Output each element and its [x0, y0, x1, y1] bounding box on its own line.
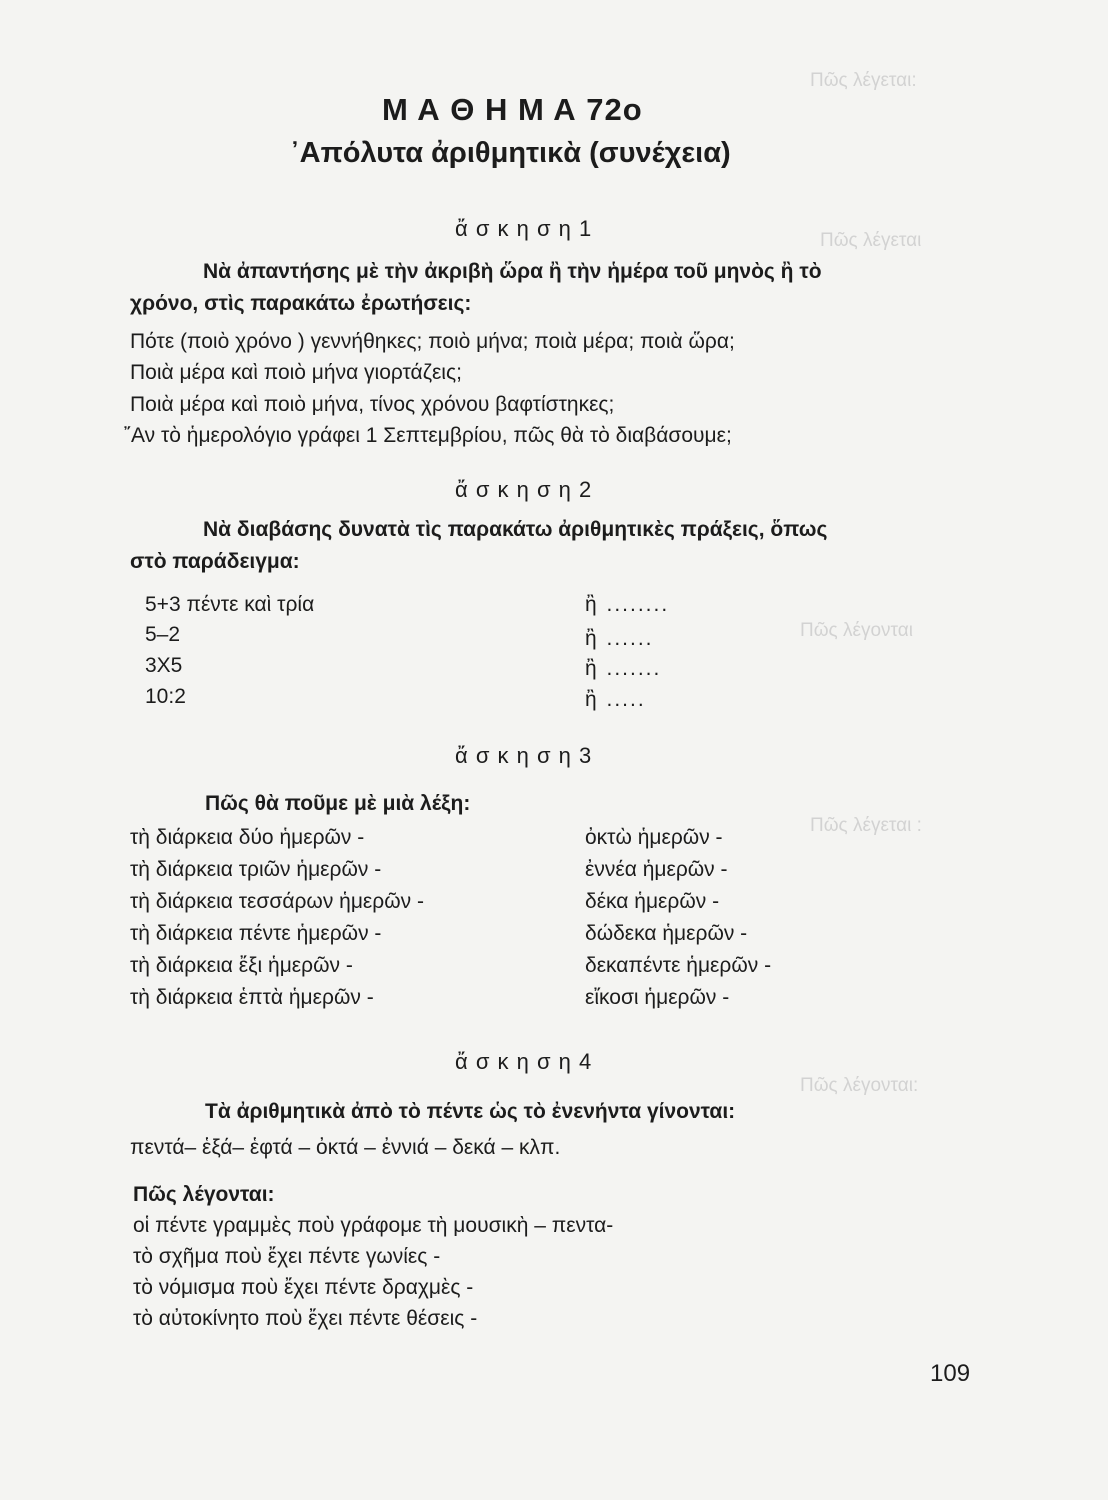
- exercise-3-heading: ἄ σ κ η σ η 3: [455, 743, 593, 768]
- bleed-through-decoration: Πῶς λέγεται :: [810, 815, 922, 836]
- lesson-title: Μ Α Θ Η Μ Α 72ο: [382, 92, 643, 127]
- exercise-2-expression: 5+3 πέντε καὶ τρία: [145, 593, 315, 616]
- exercise-3-left-item: τὴ διάρκεια τριῶν ἡμερῶν -: [130, 858, 382, 881]
- exercise-3-right-item: εἴκοσι ἡμερῶν -: [585, 986, 730, 1009]
- exercise-3-right-item: δέκα ἡμερῶν -: [585, 890, 720, 913]
- page-number: 109: [930, 1360, 971, 1387]
- exercise-2-answer-blank: ἢ ......: [585, 627, 654, 650]
- exercise-2-expression: 5–2: [145, 623, 181, 646]
- bleed-through-decoration: Πῶς λέγεται:: [810, 70, 917, 91]
- exercise-4-item: τὸ αὐτοκίνητο ποὺ ἔχει πέντε θέσεις -: [133, 1307, 478, 1330]
- exercise-3-left-item: τὴ διάρκεια τεσσάρων ἡμερῶν -: [130, 890, 424, 913]
- exercise-4-item: οἱ πέντε γραμμὲς ποὺ γράφομε τὴ μουσικὴ – πεντα-: [133, 1214, 614, 1237]
- exercise-3-right-item: δώδεκα ἡμερῶν -: [585, 922, 748, 945]
- exercise-1-instruction: Νὰ ἀπαντήσης μὲ τὴν ἀκριβὴ ὥρα ἢ τὴν ἡμέρα τοῦ μηνὸς ἢ τὸ: [203, 260, 822, 283]
- exercise-3-instruction: Πῶς θὰ ποῦμε μὲ μιὰ λέξη:: [205, 792, 471, 815]
- exercise-2-instruction: Νὰ διαβάσης δυνατὰ τὶς παρακάτω ἀριθμητικὲς πράξεις, ὅπως: [203, 518, 828, 541]
- exercise-4-item: τὸ νόμισμα ποὺ ἔχει πέντε δραχμὲς -: [133, 1276, 474, 1299]
- exercise-2-expression: 10:2: [145, 685, 186, 708]
- exercise-3-right-item: δεκαπέντε ἡμερῶν -: [585, 954, 772, 977]
- exercise-3-left-item: τὴ διάρκεια ἑπτὰ ἡμερῶν -: [130, 986, 374, 1009]
- exercise-3-left-item: τὴ διάρκεια δύο ἡμερῶν -: [130, 826, 365, 849]
- exercise-3-left-item: τὴ διάρκεια πέντε ἡμερῶν -: [130, 922, 382, 945]
- exercise-2-instruction: στὸ παράδειγμα:: [130, 550, 300, 573]
- exercise-1-heading: ἄ σ κ η σ η 1: [455, 216, 593, 241]
- bleed-through-decoration: Πῶς λέγεται: [820, 230, 922, 251]
- exercise-4-item: τὸ σχῆμα ποὺ ἔχει πέντε γωνίες -: [133, 1245, 441, 1268]
- exercise-3-right-item: ὀκτὼ ἡμερῶν -: [585, 826, 723, 849]
- exercise-2-answer-blank: ἢ .....: [585, 688, 646, 711]
- exercise-4-subheading: Πῶς λέγονται:: [133, 1183, 275, 1206]
- exercise-3-right-item: ἐννέα ἡμερῶν -: [585, 858, 728, 881]
- exercise-4-instruction: Τὰ ἀριθμητικὰ ἀπὸ τὸ πέντε ὡς τὸ ἐνενήντα γίνονται:: [205, 1100, 736, 1123]
- exercise-1-question: ῎Αν τὸ ἡμερολόγιο γράφει 1 Σεπτεμβρίου, πῶς θὰ τὸ διαβάσουμε;: [124, 424, 732, 447]
- exercise-1-question: Πότε (ποιὸ χρόνο ) γεννήθηκες; ποιὸ μήνα; ποιὰ μέρα; ποιὰ ὥρα;: [130, 330, 735, 353]
- bleed-through-decoration: Πῶς λέγονται: [800, 620, 913, 641]
- exercise-1-question: Ποιὰ μέρα καὶ ποιὸ μήνα γιορτάζεις;: [130, 361, 462, 384]
- exercise-4-heading: ἄ σ κ η σ η 4: [455, 1049, 593, 1074]
- exercise-2-expression: 3X5: [145, 654, 183, 677]
- lesson-subtitle: ᾽Απόλυτα ἀριθμητικὰ (συνέχεια): [290, 137, 731, 169]
- exercise-3-left-item: τὴ διάρκεια ἔξι ἡμερῶν -: [130, 954, 353, 977]
- exercise-1-instruction: χρόνο, στὶς παρακάτω ἐρωτήσεις:: [130, 292, 472, 315]
- bleed-through-decoration: Πῶς λέγονται:: [800, 1075, 919, 1096]
- exercise-1-question: Ποιὰ μέρα καὶ ποιὸ μήνα, τίνος χρόνου βαφτίστηκες;: [130, 393, 615, 416]
- exercise-2-answer-blank: ἢ .......: [585, 657, 662, 680]
- exercise-4-forms: πεντά– ἑξά– ἑφτά – ὀκτά – ἐννιά – δεκά – κλπ.: [130, 1136, 561, 1159]
- exercise-2-heading: ἄ σ κ η σ η 2: [455, 477, 593, 502]
- exercise-2-answer-blank: ἢ ........: [585, 593, 670, 616]
